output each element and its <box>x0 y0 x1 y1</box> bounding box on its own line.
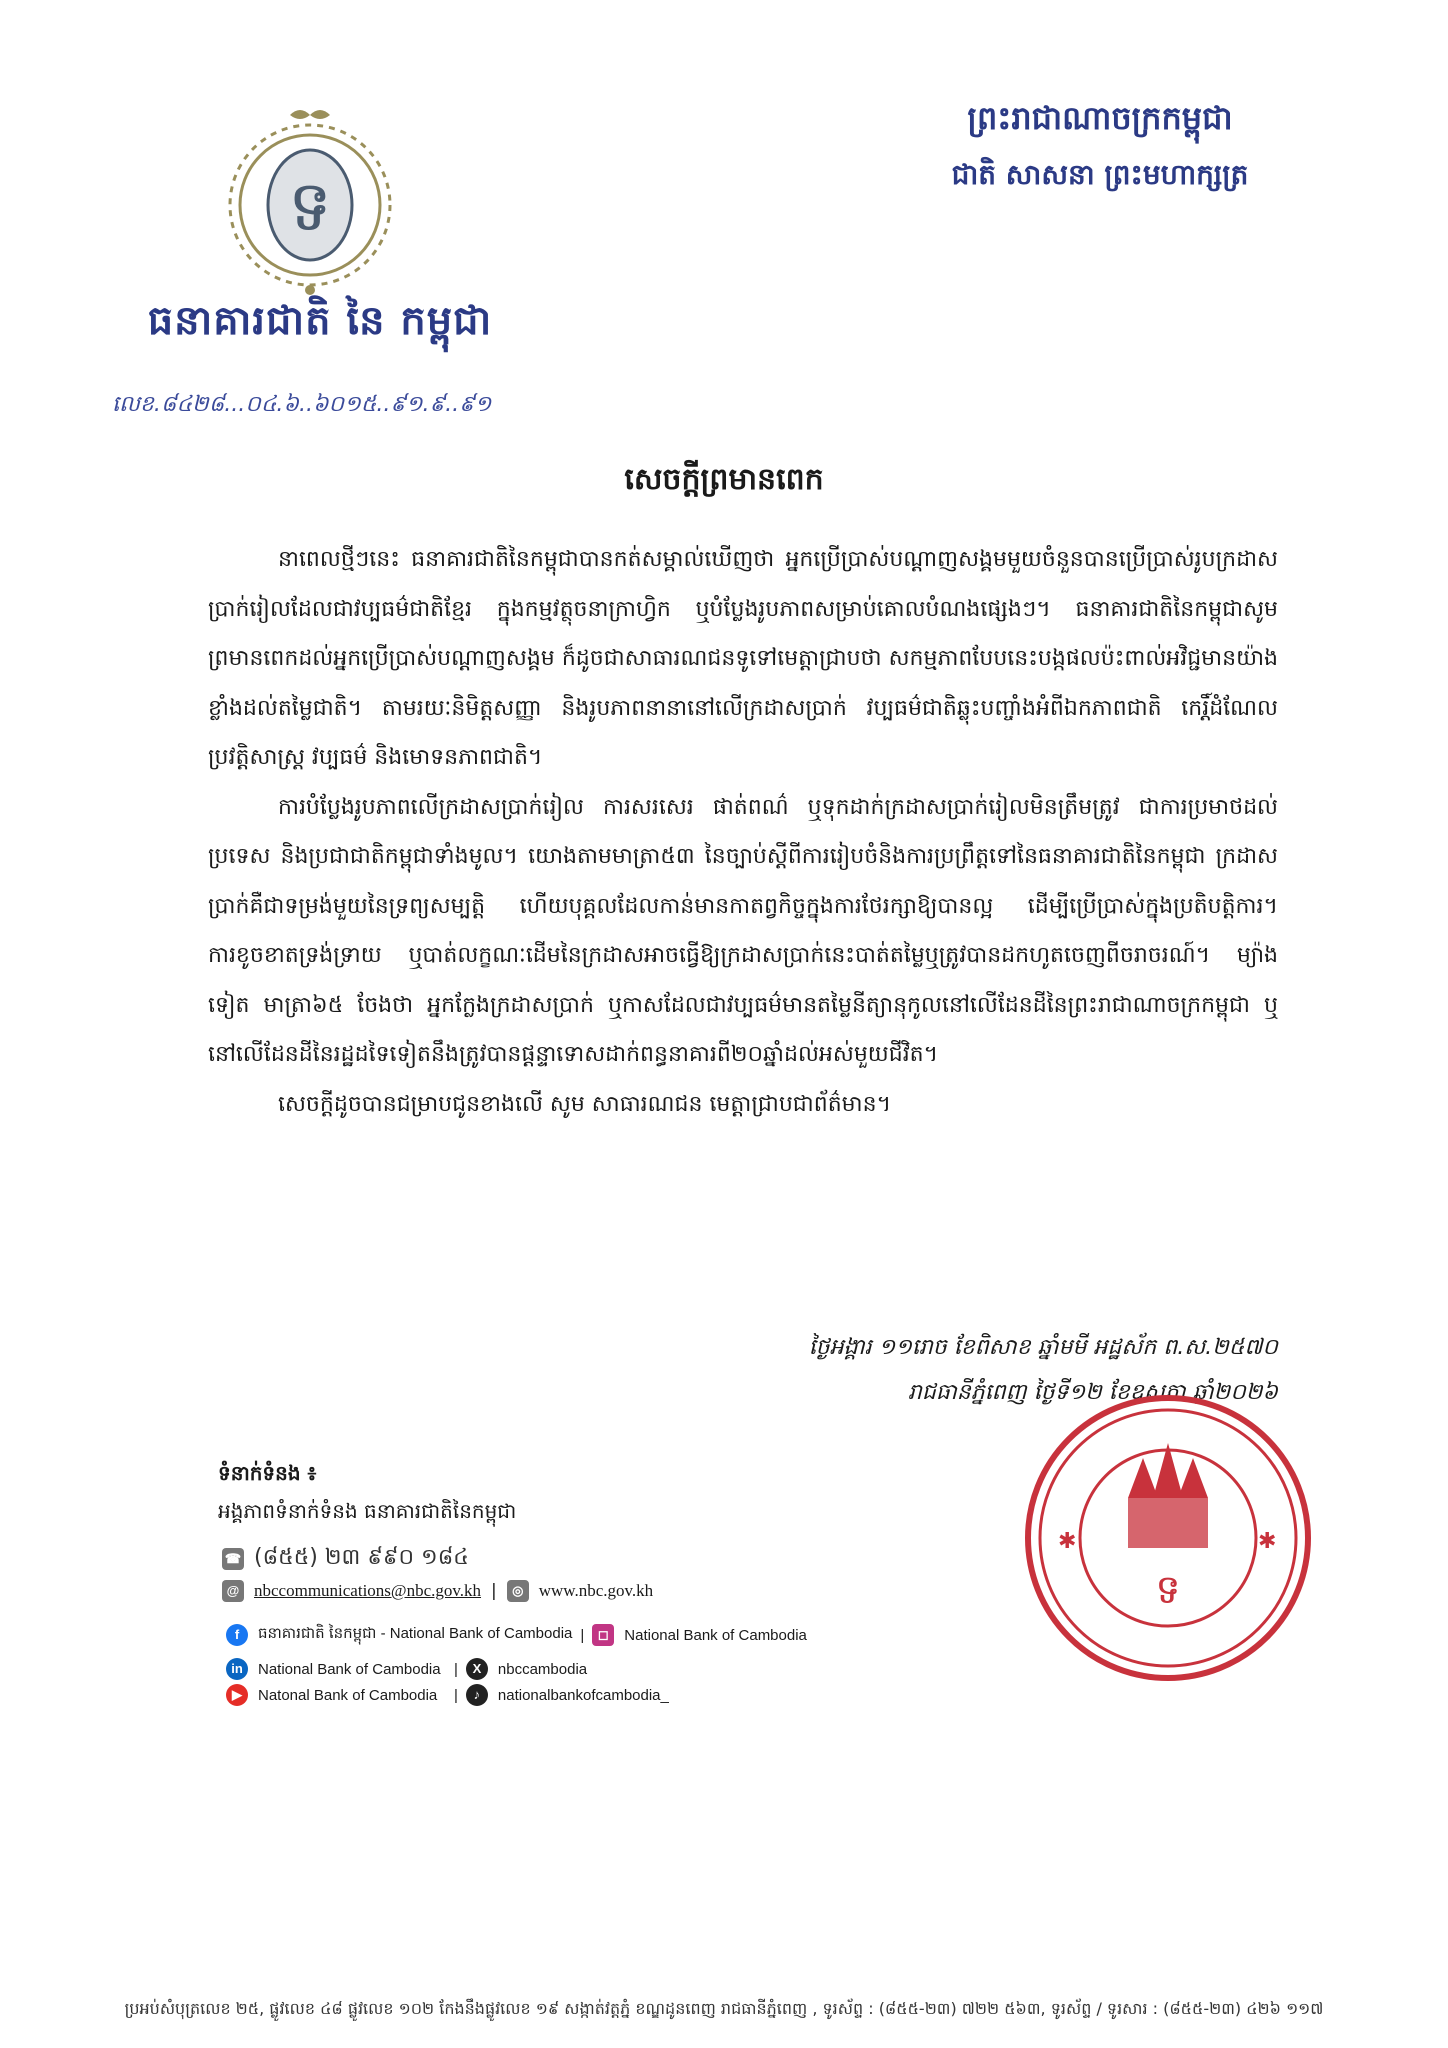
paragraph-2: ការបំប្លែងរូបភាពលើក្រដាសប្រាក់រៀល ការសរសេរ ផាត់ពណ៌ ឬទុកដាក់ក្រដាសប្រាក់រៀលមិនត្រឹមត្រូវ ជាការប្រមាថដល់ប្រទេស និងប្រជាជាតិកម្ពុជាទាំងមូល។ យោងតាមមាត្រា៥៣ នៃច្បាប់ស្តីពីការរៀបចំនិងការប្រព្រឹត្តទៅនៃធនាគារជាតិនៃកម្ពុជា ក្រដាសប្រាក់គឺជាទម្រង់មួយនៃទ្រព្យសម្បត្តិ ហើយបុគ្គលដែលកាន់មានកាតព្វកិច្ចក្នុងការថែរក្សាឱ្យបានល្អ ដើម្បីប្រើប្រាស់ក្នុងប្រតិបត្តិការ។ ការខូចខាតទ្រង់ទ្រាយ ឬបាត់លក្ខណៈដើមនៃក្រដាសអាចធ្វើឱ្យក្រដាសប្រាក់នេះបាត់តម្លៃឬត្រូវបានដកហូតចេញពីចរាចរណ៍។ ម្យ៉ាងទៀត មាត្រា៦៥ ចែងថា អ្នកក្លែងក្រដាសប្រាក់ ឬកាសដែលជាវប្បធម៌មានតម្លៃនីត្យានុកូលនៅលើដែនដីនៃព្រះរាជាណាចក្រកម្ពុជា ឬនៅលើដែនដីនៃរដ្ឋដទៃទៀតនឹងត្រូវបានផ្តន្ទាទោសដាក់ពន្ធនាគារពី២០ឆ្នាំដល់អស់មួយជីវិត។ <box>208 794 1278 1067</box>
social-row-1 <box>226 1624 807 1646</box>
social-x[interactable]: nbccambodia <box>497 1660 588 1678</box>
bank-name: ធនាគារជាតិ នៃ កម្ពុជា <box>147 298 493 344</box>
lunar-date: ថ្ងៃអង្គារ ១១រោច ខែពិសាខ ឆ្នាំមមី អដ្ឋស័ក ព.ស.២៥៧០ <box>808 1335 1278 1360</box>
svg-text:ទ: ទ <box>287 165 333 247</box>
kingdom-header <box>900 98 1300 198</box>
instagram-icon: ◻ <box>592 1624 614 1646</box>
paragraph-3: សេចក្តីដូចបានជម្រាបជូនខាងលើ សូម សាធារណជន មេត្តាជ្រាបជាព័ត៌មាន។ <box>278 1091 892 1117</box>
tiktok-icon: ♪ <box>466 1684 488 1706</box>
document-body <box>208 535 1278 1129</box>
social-instagram[interactable]: National Bank of Cambodia <box>624 1626 807 1644</box>
reference-number: លេខ.៨៤២៨...០៤.៦..៦០១៥..៩១.៩..៩១ <box>112 392 492 417</box>
contact-section <box>218 1460 516 1528</box>
svg-text:✱: ✱ <box>1058 1529 1077 1554</box>
solar-date: រាជធានីភ្នំពេញ ថ្ងៃទី១២ ខែឧសភា ឆ្នាំ២០២៦ <box>907 1380 1278 1405</box>
social-facebook[interactable]: ធនាគារជាតិ នៃកម្ពុជា - National Bank of Cambodia <box>258 1625 573 1642</box>
x-icon: X <box>466 1658 488 1680</box>
globe-icon: ◎ <box>507 1580 529 1602</box>
social-row-3 <box>226 1684 669 1706</box>
contact-phone: (៨៥៥) ២៣ ៩៩០ ១៨៤ <box>254 1545 469 1570</box>
contact-phone-row <box>222 1543 469 1575</box>
contact-website[interactable]: www.nbc.gov.kh <box>538 1581 654 1600</box>
paragraph-1: នាពេលថ្មីៗនេះ ធនាគារជាតិនៃកម្ពុជាបានកត់សម្គាល់ឃើញថា អ្នកប្រើប្រាស់បណ្តាញសង្គមមួយចំនួនបានប្រើប្រាស់រូបក្រដាសប្រាក់រៀលដែលជាវប្បធម៌ជាតិខ្មែរ ក្នុងកម្មវត្ថុចនាក្រាហ្វិក ឬបំប្លែងរូបភាពសម្រាប់គោលបំណងផ្សេងៗ។ ធនាគារជាតិនៃកម្ពុជាសូមព្រមានពេកដល់អ្នកប្រើប្រាស់បណ្តាញសង្គម ក៏ដូចជាសាធារណជនទូទៅមេត្តាជ្រាបថា សកម្មភាពបែបនេះបង្កផលប៉ះពាល់អវិជ្ជមានយ៉ាងខ្លាំងដល់តម្លៃជាតិ។ តាមរយៈនិមិត្តសញ្ញា និងរូបភាពនានានៅលើក្រដាសប្រាក់ វប្បធម៌ជាតិឆ្លុះបញ្ចាំងអំពីឯកភាពជាតិ កេរ្តិ៍ដំណែលប្រវត្តិសាស្ត្រ វប្បធម៌ និងមោទនភាពជាតិ។ <box>208 547 1278 770</box>
svg-text:ទ: ទ <box>1155 1567 1181 1613</box>
youtube-icon: ▶ <box>226 1684 248 1706</box>
separator: | <box>491 1581 497 1601</box>
svg-text:✱: ✱ <box>1258 1529 1277 1554</box>
separator: | <box>454 1660 458 1678</box>
contact-email[interactable]: nbccommunications@nbc.gov.kh <box>254 1581 482 1600</box>
separator: | <box>580 1626 585 1644</box>
nbc-logo-emblem <box>210 100 410 300</box>
contact-heading: ទំនាក់ទំនង ៖ <box>218 1461 317 1485</box>
social-tiktok[interactable]: nationalbankofcambodia_ <box>497 1686 669 1704</box>
social-youtube[interactable]: Natonal Bank of Cambodia <box>258 1686 438 1704</box>
email-icon: @ <box>222 1580 244 1602</box>
contact-department: អង្គភាពទំនាក់ទំនង ធនាគារជាតិនៃកម្ពុជា <box>218 1499 517 1523</box>
separator: | <box>454 1686 458 1704</box>
contact-web-row <box>222 1580 653 1602</box>
social-row-2 <box>226 1658 587 1680</box>
social-linkedin[interactable]: National Bank of Cambodia <box>258 1660 441 1678</box>
linkedin-icon: in <box>226 1658 248 1680</box>
official-seal-stamp <box>1018 1388 1318 1688</box>
phone-icon: ☎ <box>222 1548 244 1570</box>
national-motto: ជាតិ សាសនា ព្រះមហាក្សត្រ <box>951 158 1249 191</box>
document-title: សេចក្តីព្រមានពេក <box>624 462 824 497</box>
facebook-icon: f <box>226 1624 248 1646</box>
footer-address: ប្រអប់សំបុត្រលេខ ២៥, ផ្លូវលេខ ៤៨ ផ្លូវលេខ ១០២ កែងនឹងផ្លូវលេខ ១៩ សង្កាត់វត្តភ្នំ ខណ្ឌដូនពេញ រាជធានីភ្នំពេញ , ទូរស័ព្ទ : (៨៥៥-២៣) ៧២២ ៥៦៣, ទូរស័ព្ទ / ទូរសារ : (៨៥៥-២៣) ៤២៦ ១១៧ <box>124 1999 1324 2018</box>
kingdom-name: ព្រះរាជាណាចក្រកម្ពុជា <box>967 99 1233 137</box>
